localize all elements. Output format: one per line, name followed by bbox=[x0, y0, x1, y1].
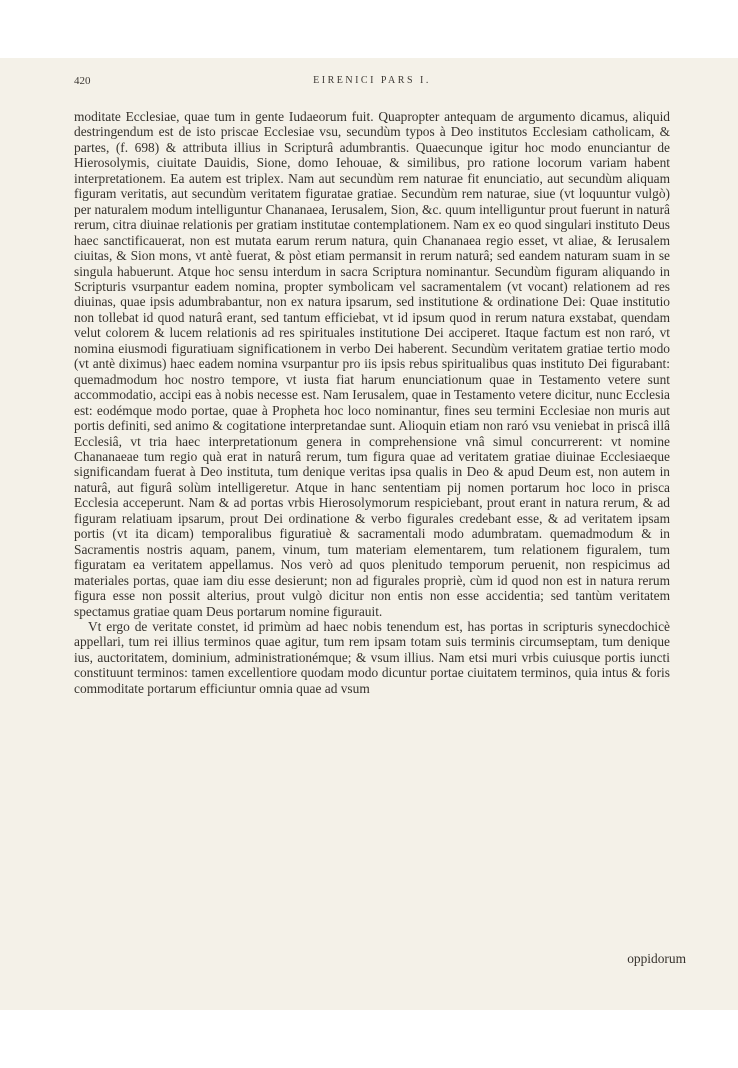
body-text bbox=[74, 109, 670, 696]
running-title: EIRENICI PARS I. bbox=[313, 75, 431, 86]
paragraph: Vt ergo de veritate constet, id primùm ad haec nobis tenendum est, has portas in scripturis synecdochicè appellari, tum rei illius terminos quae agitur, tum rem ipsam totam suis terminis circumseptam, tum denique ius, auctoritatem, dominium, administrationémque; & vsum illius. Nam etsi muri vrbis cuiusque portis iuncti constituunt terminos: tamen excellentiore quodam modo dicuntur portae ciuitatem terminos, quia intus & foris commoditate portarum efficiuntur omnia quae ad vsum bbox=[74, 618, 670, 696]
page-number: 420 bbox=[74, 75, 91, 87]
paragraph: moditate Ecclesiae, quae tum in gente Iudaeorum fuit. Quapropter antequam de argumento dicamus, aliquid destringendum est de isto priscae Ecclesiae vsu, secundùm typos à Deo institutos Ecclesiam catholicam, & partes, (f. 698) & attributa illius in Scripturâ adumbrantis. Quaecunque igitur hoc modo enunciantur de Hierosolymis, ciuitate Dauidis, Sione, domo Iehouae, & similibus, pro ratione locorum variam habent interpretationem. Ea autem est triplex. Nam aut secundùm rem naturae fit enunciatio, aut secundùm aliquam figuram veritatis, aut secundùm veritatem figuratae gratiae. Secundùm rem naturae, siue (vt loquuntur vulgò) per naturalem modum intelliguntur Chananaea, Ierusalem, Sion, &c. quum intelliguntur prout fuerunt in naturâ rerum, citra diuinae relationis per gratiam institutae contemplationem. Nam ex eo quod singulari instituto Deus haec sanctificauerat, non est mutata earum rerum natura, quin Chananaea regio esset, vt aliae, & Ierusalem ciuitas, & Sion mons, vt antè fuerat, & pòst etiam permansit in rerum naturâ; sed eandem naturam suam in se singula habuerunt. Atque hoc sensu interdum in sacra Scriptura nominantur. Secundùm figuram aliquando in Scripturis vsurpantur eadem nomina, propter symbolicam vel sacramentalem (vt vocant) relationem ad res diuinas, quae ipsis adumbrabantur, non ex natura ipsarum, sed institutione & ordinatione Dei: Quae institutio non tollebat id quod naturâ erant, sed tantum efficiebat, vt id ipsum quod in rerum natura exstabat, quendam velut colorem & lucem relationis ad res spirituales institutione Dei acciperet. Itaque factum est non raró, vt nomina eiusmodi figuratiuam significationem in verbo Dei haberent. Secundùm veritatem gratiae tertio modo (vt antè diximus) haec eadem nomina vsurpantur pro iis ipsis rebus spiritualibus quas instituto Dei figurabant: quemadmodum hoc nostro tempore, vt iusta fiat harum enunciationum quae in Testamento vetere sunt accommodatio, accipi eas à nobis necesse est. Nam Ierusalem, quae in Testamento vetere dicitur, nunc Ecclesia est: eodémque modo portae, quae à Propheta hoc loco nominantur, fines seu termini Ecclesiae non muris aut portis definiti, sed animo & cogitatione interpretandae sunt. Alioquin etiam non raró vsu veniebat in priscâ illâ Ecclesiâ, vt tria haec interpretationum genera in comprehensione vnâ simul concurrerent: vt nomine Chananaeae tum regio quà erat in naturâ rerum, tum figura quae ad veritatem gratiae diuinae Ecclesiaeque significandam fuerat à Deo instituta, tum denique veritas ipsa qualis in Deo & apud Deum est, non autem in naturâ, aut figurâ solùm intelligeretur. Atque in hanc sententiam pij nomen portarum hoc loco in prisca Ecclesia acceperunt. Nam & ad portas vrbis Hierosolymorum respiciebant, prout erant in natura rerum, & ad figuram relatiuam ipsarum, prout Dei ordinatione & verbo figurales credebant esse, & ad veritatem ipsam portis (vt ita dicam) temporalibus figuratiuè & sacramentali modo adumbratam. quemadmodum & in Sacramentis nostris aquam, panem, vinum, tum materiam elementarem, tum relationem figuralem, tum figuratam ea veritatem appellamus. Nos verò ad quos plenitudo temporum peruenit, non respicimus ad materiales portas, quae iam diu esse desierunt; non ad figurales propriè, cùm id quod non est in natura rerum figura esse non possit alterius, prout vulgò dicitur non entis non esse accidentia; sed tantùm veritatem spectamus gratiae quam Deus portarum nomine figurauit. bbox=[74, 109, 670, 619]
running-head bbox=[74, 75, 670, 93]
book-page bbox=[0, 58, 738, 1010]
catchword: oppidorum bbox=[627, 951, 686, 966]
